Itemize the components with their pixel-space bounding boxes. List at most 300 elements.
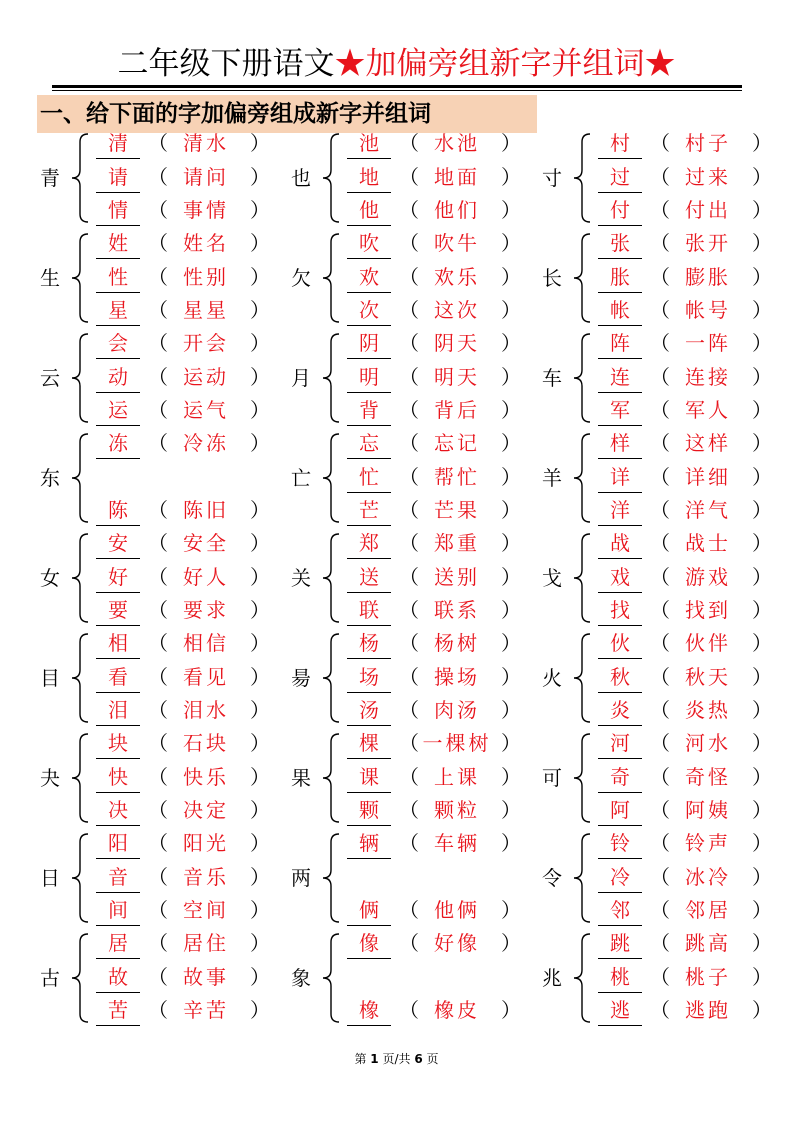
answer-row (40, 262, 290, 296)
new-char-blank: 明 (347, 362, 391, 393)
paren-open: （ (148, 131, 168, 155)
new-char-blank: 池 (347, 128, 391, 159)
paren-close: ） (250, 131, 270, 155)
answer-row (40, 495, 290, 529)
paren-open: （ (650, 698, 670, 722)
new-char-blank: 他 (347, 195, 391, 226)
root-char: 也 (291, 166, 311, 190)
word-answer: 战士 (685, 531, 731, 555)
root-char: 日 (40, 866, 60, 890)
paren-close: ） (752, 165, 772, 189)
answer-row (291, 695, 541, 729)
new-char-blank: 阴 (347, 328, 391, 359)
new-char-blank: 地 (347, 162, 391, 193)
paren-open: （ (148, 398, 168, 422)
paren-open: （ (148, 998, 168, 1022)
char-group (40, 628, 290, 728)
paren-open: （ (399, 465, 419, 489)
answer-row (542, 862, 792, 896)
answer-row (40, 528, 290, 562)
new-char-blank: 张 (598, 228, 642, 259)
word-answer: 开会 (183, 331, 229, 355)
answer-row (542, 195, 792, 229)
answer-row (291, 728, 541, 762)
answer-row (291, 262, 541, 296)
answer-row (291, 428, 541, 462)
new-char-blank: 秋 (598, 662, 642, 693)
paren-close: ） (250, 165, 270, 189)
paren-close: ） (752, 498, 772, 522)
new-char-blank: 芒 (347, 495, 391, 526)
paren-open: （ (650, 498, 670, 522)
new-char-blank: 星 (96, 295, 140, 326)
paren-open: （ (148, 598, 168, 622)
char-group (542, 228, 792, 328)
paren-open: （ (399, 698, 419, 722)
answer-row (291, 795, 541, 829)
word-answer: 吹牛 (434, 231, 480, 255)
new-char-blank: 杨 (347, 628, 391, 659)
new-char-blank: 相 (96, 628, 140, 659)
answer-row (291, 595, 541, 629)
root-char: 月 (291, 366, 311, 390)
new-char-blank: 欢 (347, 262, 391, 293)
word-answer: 泪水 (183, 698, 229, 722)
paren-open: （ (399, 131, 419, 155)
paren-close: ） (501, 998, 521, 1022)
paren-open: （ (650, 131, 670, 155)
answer-row (542, 395, 792, 429)
footer-prefix: 第 (354, 1052, 367, 1066)
paren-open: （ (148, 298, 168, 322)
paren-close: ） (250, 765, 270, 789)
word-answer: 一棵树 (422, 731, 492, 755)
paren-close: ） (501, 898, 521, 922)
char-group (40, 428, 290, 528)
paren-close: ） (250, 698, 270, 722)
answer-row (40, 362, 290, 396)
paren-open: （ (399, 498, 419, 522)
word-answer: 连接 (685, 365, 731, 389)
word-answer: 颗粒 (434, 798, 480, 822)
answer-row (291, 162, 541, 196)
root-char: 青 (40, 166, 60, 190)
word-answer: 冷冻 (183, 431, 229, 455)
word-answer: 运气 (183, 398, 229, 422)
paren-close: ） (752, 265, 772, 289)
answer-row (542, 128, 792, 162)
new-char-blank: 泪 (96, 695, 140, 726)
word-answer: 石块 (183, 731, 229, 755)
answer-row (291, 395, 541, 429)
paren-close: ） (752, 898, 772, 922)
answer-row (40, 662, 290, 696)
word-answer: 背后 (434, 398, 480, 422)
paren-close: ） (250, 198, 270, 222)
answer-row (40, 228, 290, 262)
answer-row (40, 428, 290, 462)
word-answer: 这次 (434, 298, 480, 322)
paren-close: ） (250, 498, 270, 522)
word-answer: 姓名 (183, 231, 229, 255)
new-char-blank: 间 (96, 895, 140, 926)
word-answer: 芒果 (434, 498, 480, 522)
paren-open: （ (399, 565, 419, 589)
new-char-blank: 详 (598, 462, 642, 493)
new-char-blank: 战 (598, 528, 642, 559)
word-answer: 送别 (434, 565, 480, 589)
char-group (542, 728, 792, 828)
root-char: 古 (40, 966, 60, 990)
footer-mid: 页/共 (382, 1052, 411, 1066)
paren-open: （ (399, 231, 419, 255)
paren-close: ） (501, 698, 521, 722)
paren-open: （ (399, 398, 419, 422)
new-char-blank: 汤 (347, 695, 391, 726)
new-char-blank: 邻 (598, 895, 642, 926)
answer-row (291, 995, 541, 1029)
new-char-blank: 橡 (347, 995, 391, 1026)
answer-row (291, 628, 541, 662)
root-char: 昜 (291, 666, 311, 690)
paren-open: （ (399, 631, 419, 655)
new-char-blank: 吹 (347, 228, 391, 259)
word-answer: 看见 (183, 665, 229, 689)
paren-open: （ (148, 865, 168, 889)
root-char: 关 (291, 566, 311, 590)
word-answer: 决定 (183, 798, 229, 822)
word-answer: 他们 (434, 198, 480, 222)
new-char-blank: 快 (96, 762, 140, 793)
footer-page-number: 1 (370, 1052, 379, 1066)
word-answer: 逃跑 (685, 998, 731, 1022)
answer-row (291, 928, 541, 962)
answer-row (542, 795, 792, 829)
new-char-blank: 背 (347, 395, 391, 426)
root-char: 亡 (291, 466, 311, 490)
paren-open: （ (148, 798, 168, 822)
word-answer: 他俩 (434, 898, 480, 922)
paren-open: （ (148, 365, 168, 389)
word-answer: 邻居 (685, 898, 731, 922)
paren-open: （ (650, 765, 670, 789)
answer-row (542, 695, 792, 729)
paren-close: ） (250, 565, 270, 589)
paren-close: ） (501, 765, 521, 789)
word-answer: 运动 (183, 365, 229, 389)
word-answer: 故事 (183, 965, 229, 989)
answer-row (40, 895, 290, 929)
word-answer: 军人 (685, 398, 731, 422)
root-char: 车 (542, 366, 562, 390)
paren-open: （ (399, 365, 419, 389)
paren-close: ） (752, 531, 772, 555)
paren-close: ） (501, 131, 521, 155)
word-answer: 过来 (685, 165, 731, 189)
paren-close: ） (752, 365, 772, 389)
word-answer: 地面 (434, 165, 480, 189)
new-char-blank: 桃 (598, 962, 642, 993)
paren-close: ） (501, 398, 521, 422)
word-answer: 阴天 (434, 331, 480, 355)
paren-close: ） (752, 765, 772, 789)
new-char-blank: 好 (96, 562, 140, 593)
new-char-blank: 伙 (598, 628, 642, 659)
new-char-blank: 胀 (598, 262, 642, 293)
new-char-blank: 动 (96, 362, 140, 393)
new-char-blank: 连 (598, 362, 642, 393)
paren-close: ） (752, 465, 772, 489)
word-answer: 跳高 (685, 931, 731, 955)
new-char-blank: 姓 (96, 228, 140, 259)
paren-close: ） (250, 531, 270, 555)
paren-close: ） (752, 698, 772, 722)
new-char-blank: 故 (96, 962, 140, 993)
paren-open: （ (399, 765, 419, 789)
word-answer: 郑重 (434, 531, 480, 555)
word-answer: 欢乐 (434, 265, 480, 289)
paren-open: （ (650, 198, 670, 222)
paren-close: ） (501, 931, 521, 955)
paren-close: ） (501, 531, 521, 555)
paren-close: ） (752, 231, 772, 255)
word-answer: 河水 (685, 731, 731, 755)
new-char-blank: 找 (598, 595, 642, 626)
paren-close: ） (501, 631, 521, 655)
new-char-blank: 联 (347, 595, 391, 626)
paren-close: ） (250, 831, 270, 855)
paren-open: （ (650, 531, 670, 555)
answer-row (40, 995, 290, 1029)
paren-close: ） (501, 498, 521, 522)
paren-open: （ (650, 398, 670, 422)
char-group (291, 628, 541, 728)
word-answer: 肉汤 (434, 698, 480, 722)
word-answer: 奇怪 (685, 765, 731, 789)
paren-close: ） (752, 665, 772, 689)
new-char-blank: 送 (347, 562, 391, 593)
word-answer: 请问 (183, 165, 229, 189)
paren-close: ） (501, 665, 521, 689)
paren-close: ） (752, 831, 772, 855)
paren-close: ） (752, 931, 772, 955)
new-char-blank: 居 (96, 928, 140, 959)
answer-row (542, 262, 792, 296)
root-char: 可 (542, 766, 562, 790)
word-answer: 阳光 (183, 831, 229, 855)
new-char-blank: 请 (96, 162, 140, 193)
paren-open: （ (650, 831, 670, 855)
root-char: 戈 (542, 566, 562, 590)
paren-open: （ (650, 798, 670, 822)
answer-row (40, 762, 290, 796)
root-char: 羊 (542, 466, 562, 490)
char-group (291, 728, 541, 828)
paren-open: （ (650, 931, 670, 955)
new-char-blank: 会 (96, 328, 140, 359)
answer-row (291, 295, 541, 329)
word-answer: 桃子 (685, 965, 731, 989)
word-answer: 铃声 (685, 831, 731, 855)
paren-open: （ (148, 265, 168, 289)
new-char-blank: 苦 (96, 995, 140, 1026)
new-char-blank: 河 (598, 728, 642, 759)
word-answer: 忘记 (434, 431, 480, 455)
paren-open: （ (399, 165, 419, 189)
answer-row (542, 595, 792, 629)
new-char-blank: 安 (96, 528, 140, 559)
title-rule-thin (52, 90, 742, 91)
word-answer: 快乐 (183, 765, 229, 789)
paren-close: ） (250, 265, 270, 289)
char-group (40, 228, 290, 328)
paren-close: ） (501, 198, 521, 222)
title-rule-thick (52, 85, 742, 88)
word-answer: 付出 (685, 198, 731, 222)
word-answer: 陈旧 (183, 498, 229, 522)
word-answer: 要求 (183, 598, 229, 622)
word-answer: 炎热 (685, 698, 731, 722)
answer-row (542, 662, 792, 696)
new-char-blank: 情 (96, 195, 140, 226)
answer-row (40, 962, 290, 996)
paren-close: ） (250, 298, 270, 322)
word-answer: 音乐 (183, 865, 229, 889)
new-char-blank: 铃 (598, 828, 642, 859)
word-answer: 安全 (183, 531, 229, 555)
paren-open: （ (650, 998, 670, 1022)
answer-row (542, 495, 792, 529)
root-char: 令 (542, 866, 562, 890)
paren-close: ） (752, 398, 772, 422)
paren-close: ） (250, 665, 270, 689)
answer-row (40, 862, 290, 896)
paren-close: ） (752, 565, 772, 589)
char-group (542, 328, 792, 428)
new-char-blank: 跳 (598, 928, 642, 959)
paren-close: ） (250, 331, 270, 355)
word-answer: 帐号 (685, 298, 731, 322)
char-group (542, 528, 792, 628)
paren-close: ） (250, 231, 270, 255)
paren-open: （ (399, 898, 419, 922)
new-char-blank: 要 (96, 595, 140, 626)
paren-open: （ (148, 231, 168, 255)
paren-open: （ (148, 831, 168, 855)
word-answer: 洋气 (685, 498, 731, 522)
new-char-blank: 逃 (598, 995, 642, 1026)
paren-close: ） (250, 965, 270, 989)
new-char-blank: 帐 (598, 295, 642, 326)
paren-close: ） (501, 831, 521, 855)
root-char: 两 (291, 866, 311, 890)
new-char-blank: 冻 (96, 428, 140, 459)
answer-row (291, 895, 541, 929)
star-icon: ★ (334, 46, 366, 82)
new-char-blank: 陈 (96, 495, 140, 526)
paren-close: ） (752, 431, 772, 455)
new-char-blank: 忙 (347, 462, 391, 493)
paren-close: ） (250, 898, 270, 922)
paren-close: ） (250, 398, 270, 422)
paren-open: （ (399, 265, 419, 289)
title-highlight: 加偏旁组新字并组词 (365, 46, 645, 82)
paren-close: ） (501, 731, 521, 755)
new-char-blank: 军 (598, 395, 642, 426)
paren-close: ） (752, 631, 772, 655)
paren-open: （ (650, 331, 670, 355)
answer-row (542, 928, 792, 962)
new-char-blank: 次 (347, 295, 391, 326)
paren-open: （ (399, 531, 419, 555)
new-char-blank: 像 (347, 928, 391, 959)
word-answer: 张开 (685, 231, 731, 255)
paren-close: ） (250, 798, 270, 822)
answer-row (542, 628, 792, 662)
paren-open: （ (650, 431, 670, 455)
paren-open: （ (399, 198, 419, 222)
char-group (40, 928, 290, 1028)
word-answer: 空间 (183, 898, 229, 922)
paren-open: （ (650, 565, 670, 589)
paren-close: ） (501, 165, 521, 189)
answer-row (291, 528, 541, 562)
answer-row (40, 162, 290, 196)
paren-close: ） (752, 998, 772, 1022)
paren-open: （ (650, 898, 670, 922)
new-char-blank: 阵 (598, 328, 642, 359)
answer-row (291, 828, 541, 862)
root-char: 寸 (542, 166, 562, 190)
word-answer: 事情 (183, 198, 229, 222)
root-char: 象 (291, 966, 311, 990)
paren-close: ） (250, 431, 270, 455)
word-answer: 一阵 (685, 331, 731, 355)
title-main: 二年级下册语文 (117, 46, 335, 82)
word-answer: 冰冷 (685, 865, 731, 889)
char-group (40, 828, 290, 928)
new-char-blank: 洋 (598, 495, 642, 526)
char-group (40, 728, 290, 828)
paren-close: ） (752, 131, 772, 155)
root-char: 女 (40, 566, 60, 590)
word-answer: 好人 (183, 565, 229, 589)
word-answer: 车辆 (434, 831, 480, 855)
paren-close: ） (501, 565, 521, 589)
char-group (542, 828, 792, 928)
paren-open: （ (650, 965, 670, 989)
paren-close: ） (501, 365, 521, 389)
new-char-blank: 运 (96, 395, 140, 426)
word-answer: 橡皮 (434, 998, 480, 1022)
answer-row (291, 228, 541, 262)
paren-close: ） (501, 431, 521, 455)
paren-open: （ (148, 898, 168, 922)
answer-row (542, 362, 792, 396)
word-answer: 村子 (685, 131, 731, 155)
paren-close: ） (250, 931, 270, 955)
new-char-blank: 忘 (347, 428, 391, 459)
word-answer: 相信 (183, 631, 229, 655)
paren-close: ） (752, 865, 772, 889)
new-char-blank: 过 (598, 162, 642, 193)
answer-row (291, 195, 541, 229)
answer-row (291, 128, 541, 162)
answer-row (542, 462, 792, 496)
paren-close: ） (250, 598, 270, 622)
paren-open: （ (650, 165, 670, 189)
char-group (291, 328, 541, 428)
